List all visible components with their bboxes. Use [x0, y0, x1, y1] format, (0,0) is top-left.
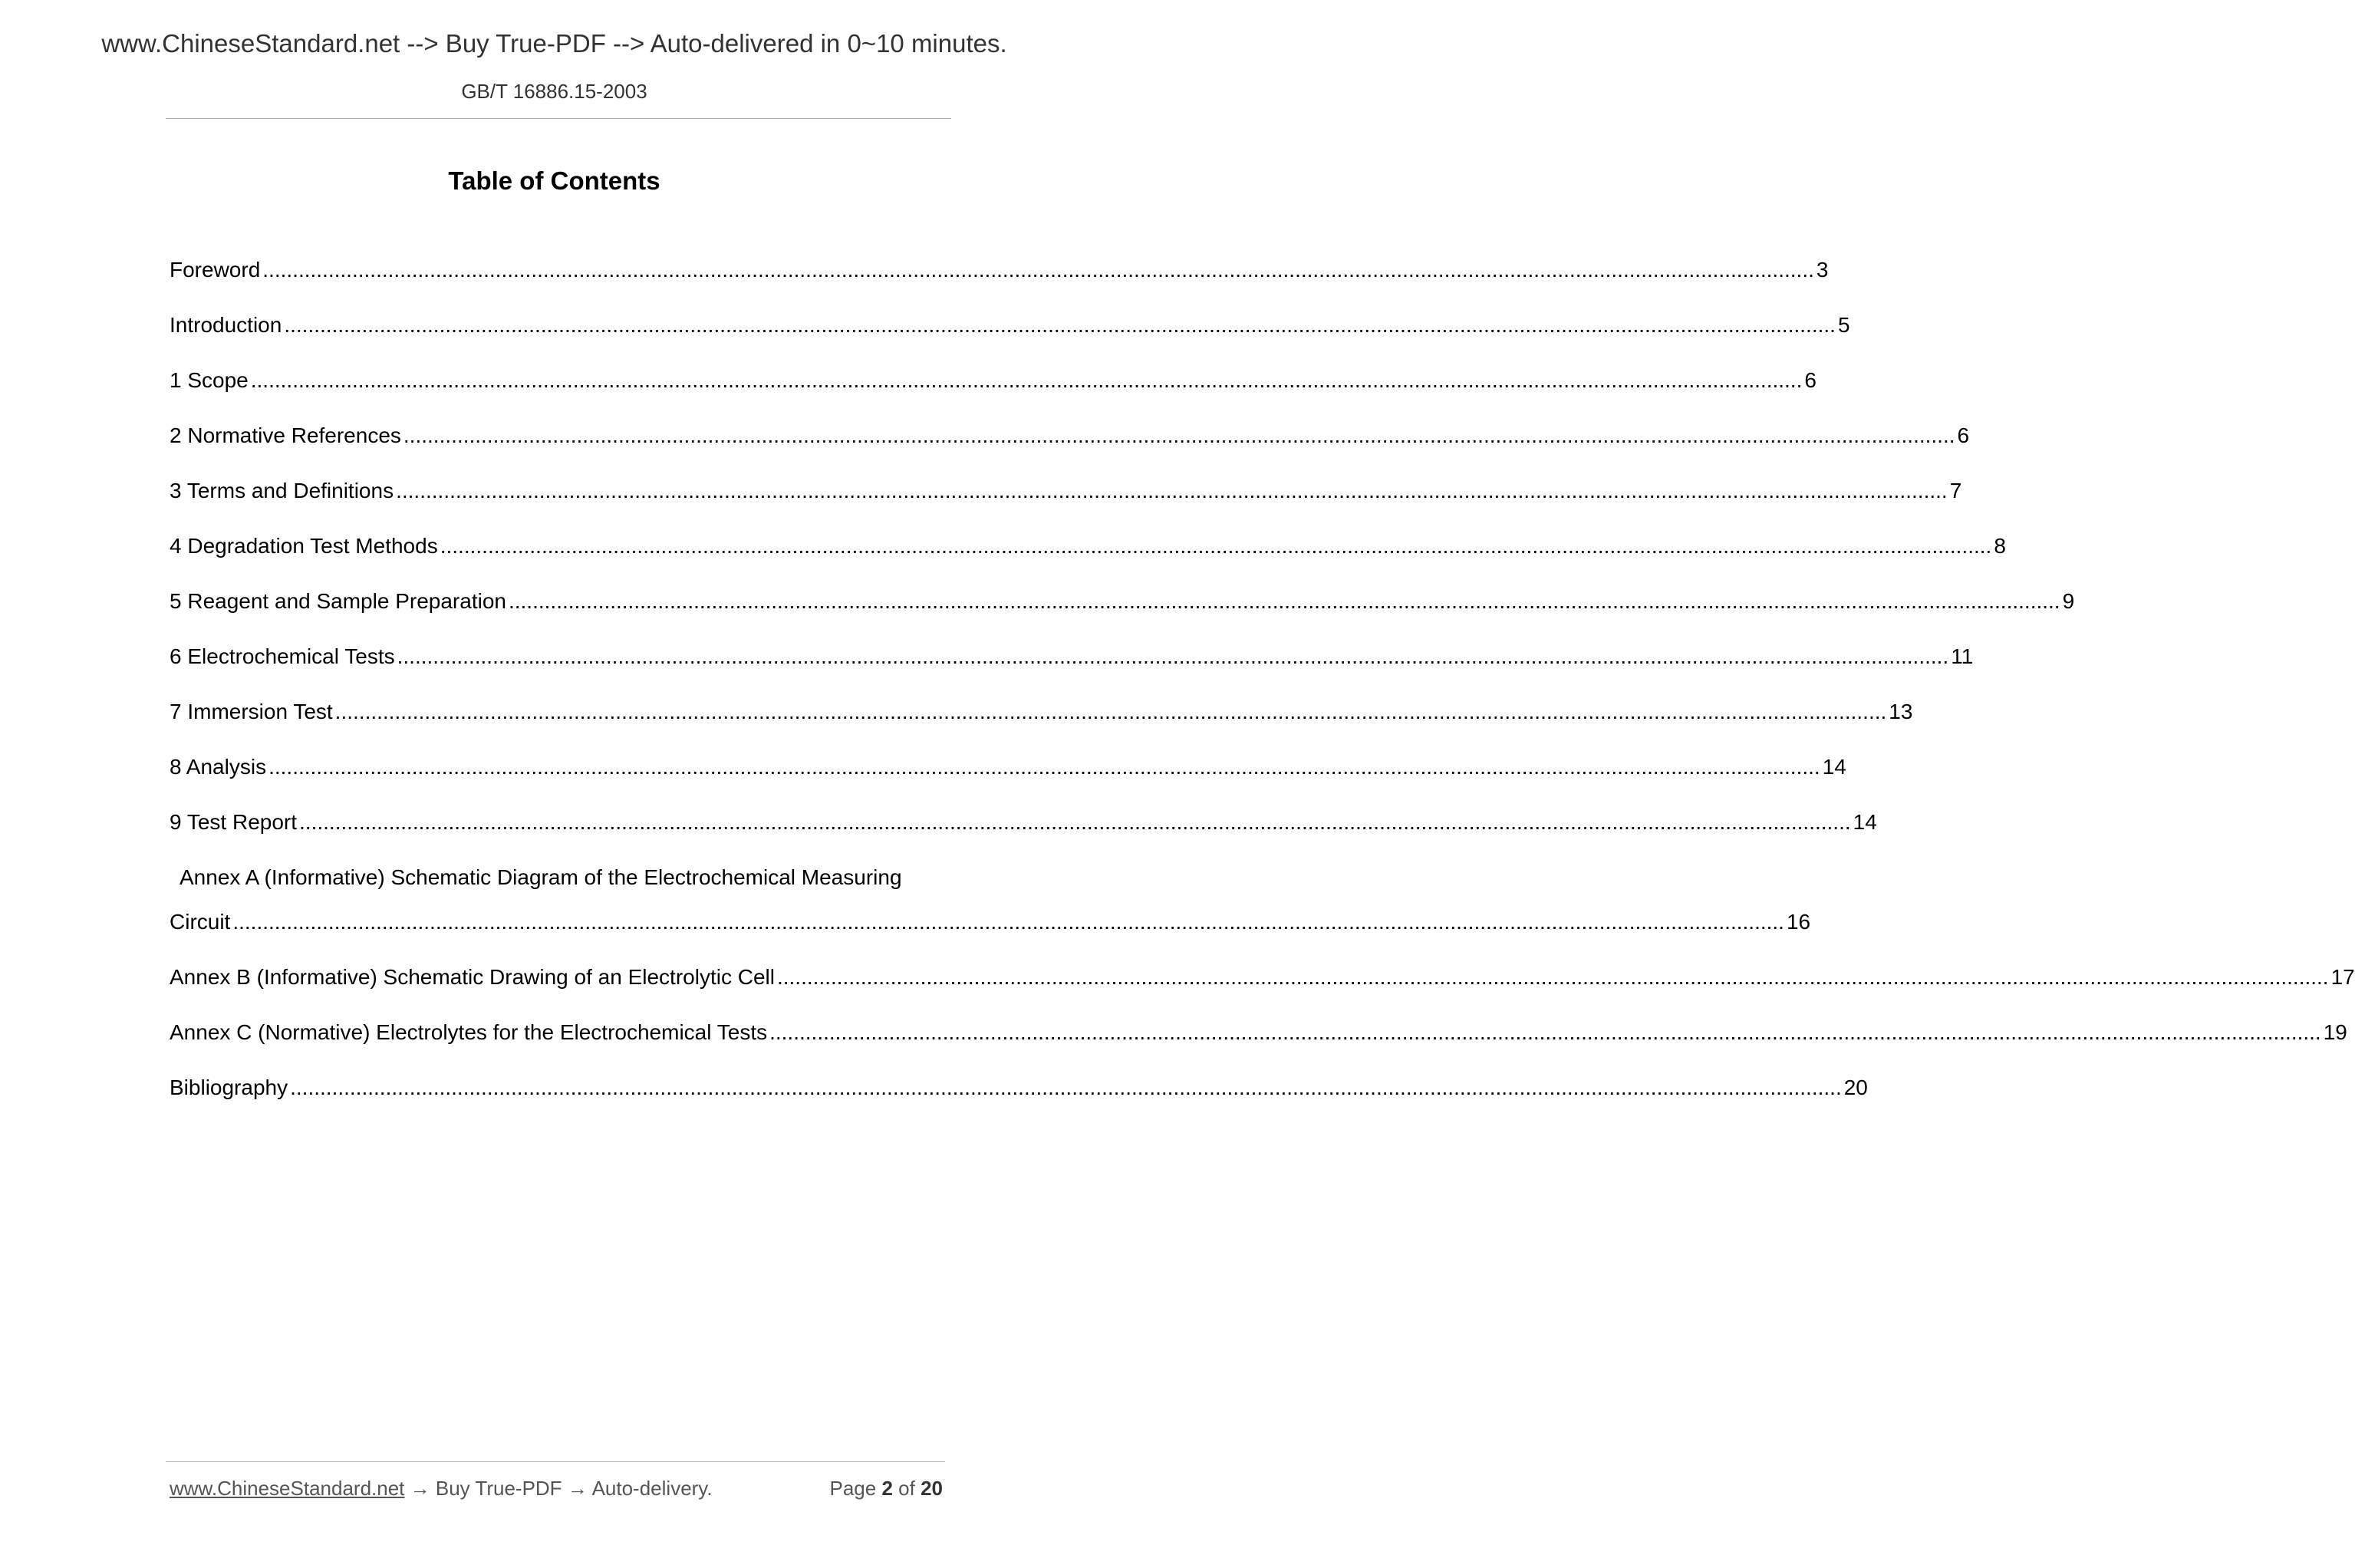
toc-entry-page: 16	[1786, 910, 1811, 934]
toc-entry-reagent-and-sample-preparation[interactable]	[170, 589, 2075, 644]
toc-entry-introduction[interactable]	[170, 313, 1850, 368]
toc-leader-dots: ....................................................................................................................................................................................................................................................................	[299, 810, 1851, 834]
toc-entry-annex-b[interactable]	[170, 965, 2355, 1020]
table-of-contents	[170, 258, 2355, 1131]
toc-leader-dots: ....................................................................................................................................................................................................................................................................	[290, 1076, 1842, 1099]
toc-entry-label: 8 Analysis	[170, 755, 267, 779]
toc-entry-label: Annex C (Normative) Electrolytes for the Electrochemical Tests	[170, 1020, 768, 1044]
toc-entry-page: 6	[1804, 368, 1816, 392]
toc-leader-dots: ....................................................................................................................................................................................................................................................................	[262, 258, 1814, 282]
toc-entry-foreword[interactable]	[170, 258, 1829, 313]
toc-entry-page: 13	[1889, 700, 1913, 723]
toc-entry-label: 1 Scope	[170, 368, 249, 392]
toc-entry-page: 17	[2330, 965, 2355, 989]
toc-leader-dots: ....................................................................................................................................................................................................................................................................	[440, 534, 1992, 558]
toc-entry-page: 7	[1949, 479, 1962, 502]
toc-entry-normative-references[interactable]	[170, 423, 1970, 479]
toc-entry-label: Foreword	[170, 258, 261, 282]
toc-entry-page: 6	[1957, 423, 1970, 447]
toc-entry-label: Bibliography	[170, 1076, 288, 1099]
toc-entry-page: 9	[2062, 589, 2075, 613]
toc-entry-bibliography[interactable]	[170, 1076, 1868, 1131]
toc-entry-label: Annex B (Informative) Schematic Drawing of an Electrolytic Cell	[170, 965, 775, 989]
toc-entry-degradation-test-methods[interactable]	[170, 534, 2006, 589]
toc-entry-page: 14	[1853, 810, 1877, 834]
top-banner: www.ChineseStandard.net --> Buy True-PDF --> Auto-delivered in 0~10 minutes.	[101, 29, 1007, 58]
toc-title: Table of Contents	[448, 166, 660, 195]
toc-leader-dots: ....................................................................................................................................................................................................................................................................	[776, 965, 2329, 989]
footer-site-link[interactable]: www.ChineseStandard.net	[170, 1477, 405, 1500]
toc-leader-dots: ....................................................................................................................................................................................................................................................................	[250, 368, 1803, 392]
of-word: of	[898, 1477, 915, 1500]
toc-entry-label: Circuit	[170, 910, 231, 934]
page-indicator	[829, 1477, 943, 1500]
document-code: GB/T 16886.15-2003	[461, 80, 647, 103]
footer-tagline: → Buy True-PDF → Auto-delivery.	[404, 1477, 713, 1500]
toc-entry-annex-c[interactable]	[170, 1020, 2347, 1076]
toc-entry-page: 20	[1843, 1076, 1868, 1099]
toc-entry-page: 11	[1951, 644, 1974, 668]
toc-entry-page: 3	[1816, 258, 1829, 282]
toc-entry-page: 5	[1837, 313, 1850, 337]
toc-entry-label: Introduction	[170, 313, 282, 337]
toc-entry-page: 8	[1994, 534, 2006, 558]
toc-leader-dots: ....................................................................................................................................................................................................................................................................	[284, 313, 1836, 337]
footer-divider	[166, 1461, 945, 1462]
toc-entry-terms-and-definitions[interactable]	[170, 479, 1962, 534]
toc-entry-immersion-test[interactable]	[170, 700, 1913, 755]
toc-leader-dots: ....................................................................................................................................................................................................................................................................	[396, 479, 1948, 502]
toc-leader-dots: ....................................................................................................................................................................................................................................................................	[403, 423, 1955, 447]
toc-entry-annex-a[interactable]	[170, 865, 1811, 965]
toc-leader-dots: ....................................................................................................................................................................................................................................................................	[508, 589, 2060, 613]
toc-entry-label: 4 Degradation Test Methods	[170, 534, 438, 558]
toc-leader-dots: ....................................................................................................................................................................................................................................................................	[334, 700, 1887, 723]
toc-entry-annex-a-continued	[170, 910, 1811, 965]
toc-entry-label: 7 Immersion Test	[170, 700, 333, 723]
toc-entry-test-report[interactable]	[170, 810, 1877, 865]
toc-entry-label: 3 Terms and Definitions	[170, 479, 394, 502]
page-current: 2	[881, 1477, 893, 1500]
toc-leader-dots: ....................................................................................................................................................................................................................................................................	[769, 1020, 2321, 1044]
toc-entry-page: 14	[1822, 755, 1846, 779]
toc-leader-dots: ....................................................................................................................................................................................................................................................................	[397, 644, 1949, 668]
toc-entry-electrochemical-tests[interactable]	[170, 644, 1974, 700]
page-footer	[170, 1477, 943, 1500]
toc-entry-label-line1: Annex A (Informative) Schematic Diagram of the Electrochemical Measuring	[180, 865, 902, 889]
toc-entry-label: 6 Electrochemical Tests	[170, 644, 395, 668]
toc-entry-label: 9 Test Report	[170, 810, 298, 834]
header-divider	[166, 118, 951, 119]
toc-leader-dots: ....................................................................................................................................................................................................................................................................	[268, 755, 1820, 779]
toc-entry-scope[interactable]	[170, 368, 1816, 423]
page-total: 20	[921, 1477, 943, 1500]
page-word: Page	[829, 1477, 877, 1500]
toc-entry-label: 5 Reagent and Sample Preparation	[170, 589, 506, 613]
toc-leader-dots: ....................................................................................................................................................................................................................................................................	[232, 910, 1784, 934]
toc-entry-analysis[interactable]	[170, 755, 1846, 810]
toc-entry-label: 2 Normative References	[170, 423, 401, 447]
toc-entry-page: 19	[2323, 1020, 2347, 1044]
